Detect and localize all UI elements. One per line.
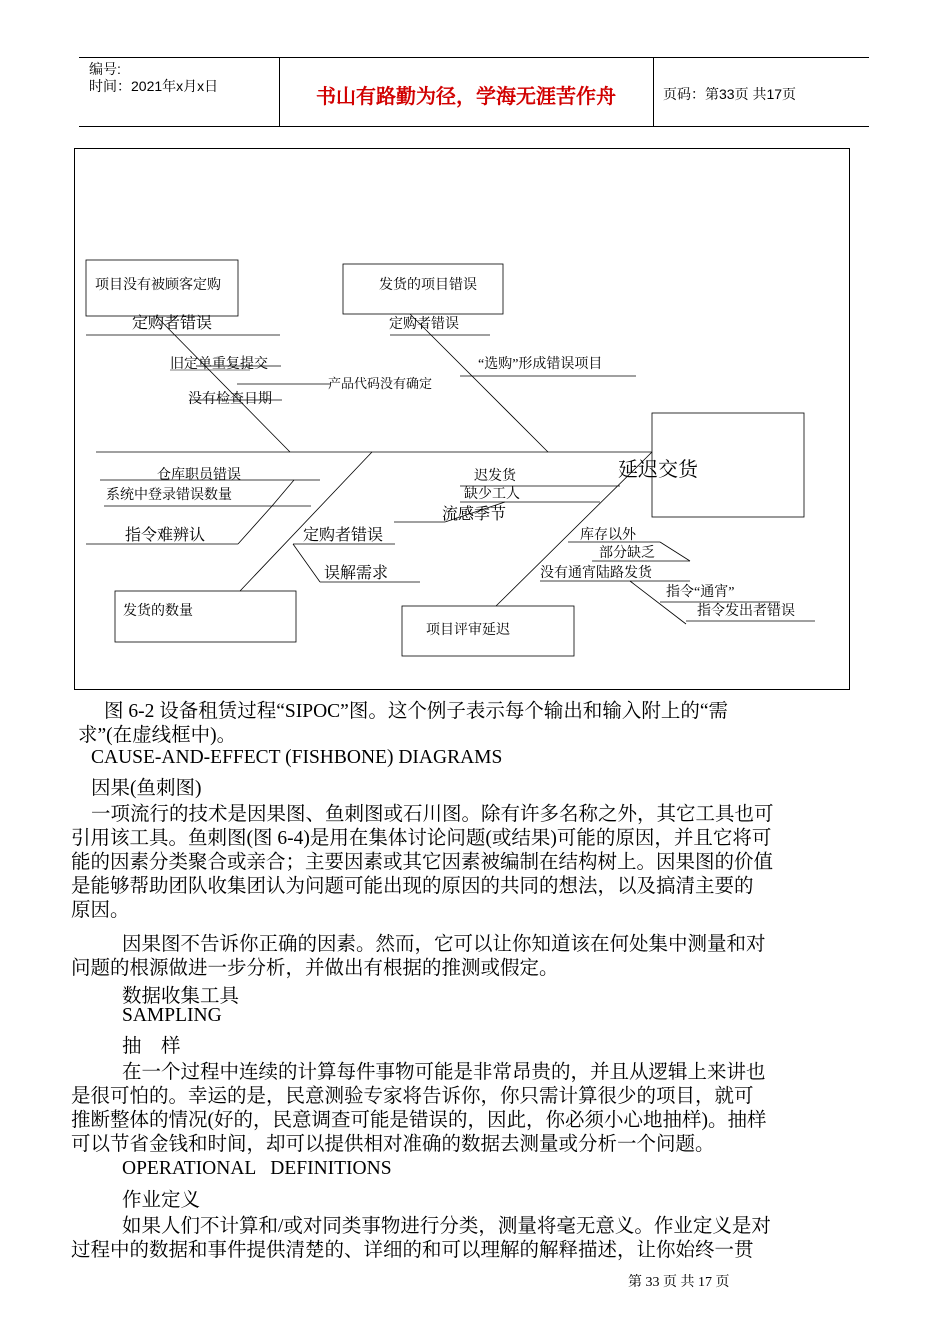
label-warehouse: 仓库职员错误 bbox=[157, 468, 241, 483]
label-wrong-item: 发货的项目错误 bbox=[379, 278, 477, 293]
label-no-order: 项目没有被顾客定购 bbox=[95, 278, 221, 293]
label-orderer-error: 定购者错误 bbox=[132, 315, 213, 332]
paragraph-line: 原因。 bbox=[71, 900, 130, 921]
paragraph-line: 因果图不告诉你正确的因素。然而，它可以让你知道该在何处集中测量和对 bbox=[122, 934, 766, 955]
section-heading: 因果(鱼刺图) bbox=[91, 778, 202, 799]
label-delay: 延迟交货 bbox=[618, 459, 698, 481]
section-heading: CAUSE-AND-EFFECT (FISHBONE) DIAGRAMS bbox=[91, 747, 503, 768]
date-label: 时间：2021年x月x日 bbox=[89, 78, 219, 94]
paragraph-line: 如果人们不计算和/或对同类事物进行分类，测量将毫无意义。作业定义是对 bbox=[122, 1216, 771, 1237]
paragraph-line: 推断整体的情况(好的，民意调查可能是错误的，因此，你必须小心地抽样)。抽样 bbox=[71, 1110, 767, 1131]
label-out-of-stock: 库存以外 bbox=[580, 528, 636, 543]
section-heading: 抽 样 bbox=[122, 1036, 181, 1057]
number-label: 编号: bbox=[89, 61, 121, 77]
paragraph-line: 问题的根源做进一步分析，并做出有根据的推测或假定。 bbox=[71, 958, 559, 979]
label-no-check-date: 没有检查日期 bbox=[188, 392, 272, 407]
paragraph-line: 可以节省金钱和时间，却可以提供相对准确的数据去测量或分析一个问题。 bbox=[71, 1134, 715, 1155]
label-issuer-error: 指令发出者错误 bbox=[697, 604, 795, 619]
section-heading: SAMPLING bbox=[122, 1005, 222, 1026]
label-instruction: 指令难辨认 bbox=[125, 527, 206, 544]
label-partial-short: 部分缺乏 bbox=[599, 546, 655, 561]
paragraph-line: 是能够帮助团队收集团认为问题可能出现的原因的共同的想法，以及搞清主要的 bbox=[71, 876, 754, 897]
label-quantity: 发货的数量 bbox=[123, 604, 193, 619]
label-product-code: 产品代码没有确定 bbox=[328, 376, 433, 391]
paragraph-line: 能的因素分类聚合或亲合；主要因素或其它因素被编制在结构树上。因果图的价值 bbox=[71, 852, 774, 873]
label-login-qty: 系统中登录错误数量 bbox=[106, 488, 232, 503]
paragraph-line: 在一个过程中连续的计算每件事物可能是非常昂贵的，并且从逻辑上来讲也 bbox=[122, 1062, 766, 1083]
label-selection: “选购”形成错误项目 bbox=[478, 357, 603, 372]
label-orderer-error: 定购者错误 bbox=[389, 317, 459, 332]
label-lack-workers: 缺少工人 bbox=[464, 487, 520, 502]
figure-caption: 图 6-2 设备租赁过程“SIPOC”图。这个例子表示每个输出和输入附上的“需 bbox=[104, 701, 728, 722]
label-old-order: 旧定单重复提交 bbox=[170, 357, 268, 372]
header-motto: 书山有路勤为径，学海无涯苦作舟 bbox=[316, 84, 616, 108]
header-page-info: 页码：第33页 共17页 bbox=[663, 86, 797, 102]
section-heading: 作业定义 bbox=[122, 1190, 201, 1211]
section-heading: 数据收集工具 bbox=[122, 986, 240, 1007]
paragraph-line: 是很可怕的。幸运的是，民意测验专家将告诉你，你只需计算很少的项目，就可 bbox=[71, 1086, 754, 1107]
paragraph-line: 过程中的数据和事件提供清楚的、详细的和可以理解的解释描述，让你始终一贯 bbox=[71, 1240, 754, 1261]
label-misunderstand: 误解需求 bbox=[324, 565, 389, 582]
label-overnight-cmd: 指令“通宵” bbox=[666, 585, 735, 600]
paragraph-line: 一项流行的技术是因果图、鱼刺图或石川图。除有许多名称之外，其它工具也可 bbox=[91, 804, 774, 825]
label-flu-season: 流感季节 bbox=[442, 506, 507, 523]
paragraph-line: 引用该工具。鱼刺图(图 6-4)是用在集体讨论问题(或结果)可能的原因，并且它将可 bbox=[71, 828, 772, 849]
section-heading: OPERATIONAL DEFINITIONS bbox=[122, 1158, 392, 1179]
label-late-ship: 迟发货 bbox=[474, 469, 516, 484]
figure-caption: 求”(在虚线框中)。 bbox=[78, 725, 237, 746]
page-footer: 第 33 页 共 17 页 bbox=[628, 1275, 730, 1290]
label-orderer-error: 定购者错误 bbox=[303, 527, 384, 544]
label-review-delay: 项目评审延迟 bbox=[426, 623, 510, 638]
label-no-overnight: 没有通宵陆路发货 bbox=[540, 566, 652, 581]
